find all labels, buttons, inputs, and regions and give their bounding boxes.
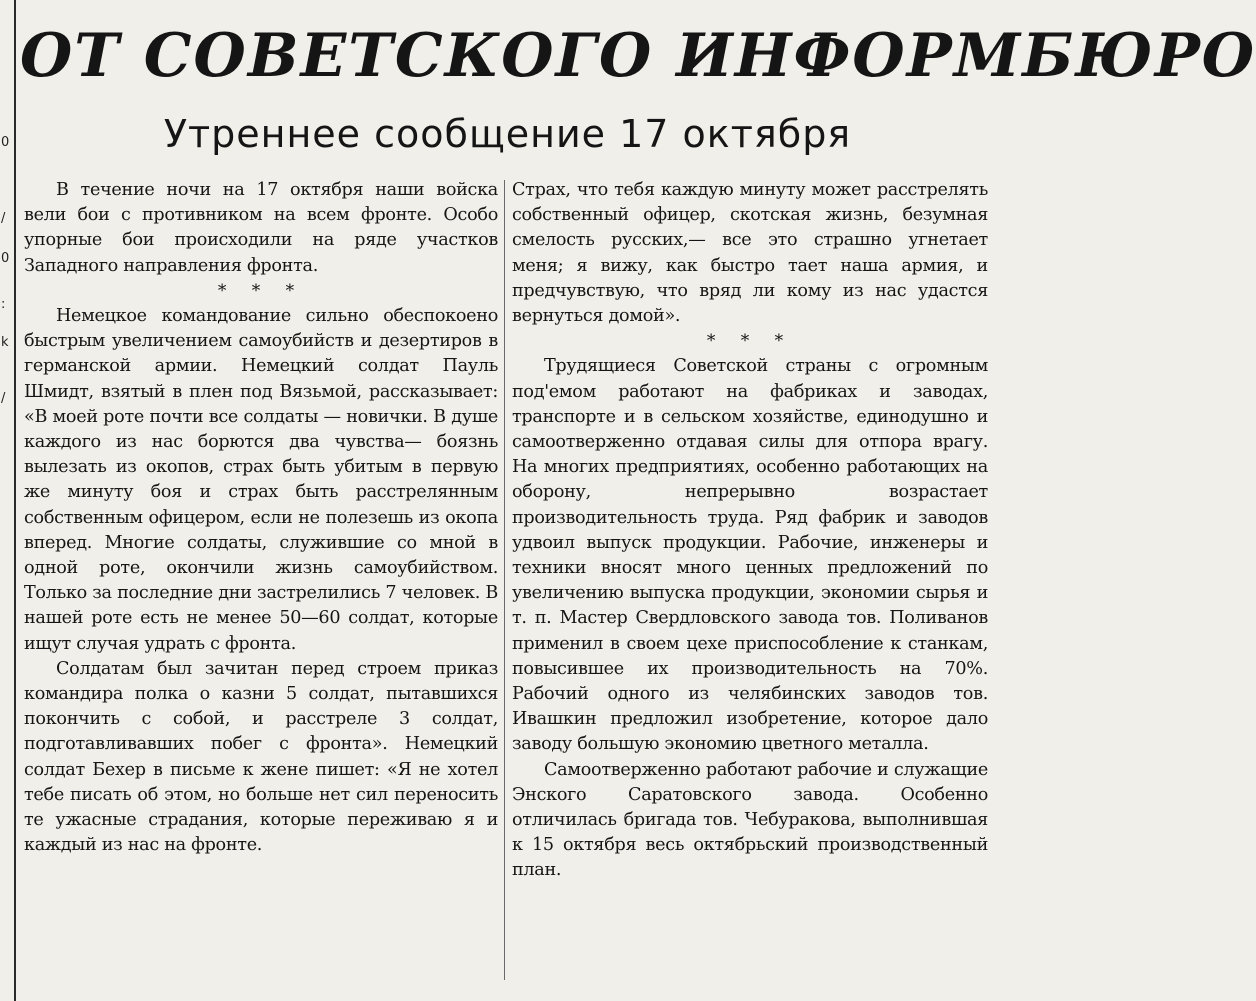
page-left-margin xyxy=(0,0,16,1001)
section-separator: * * * xyxy=(217,280,305,301)
section-separator: * * * xyxy=(706,331,794,352)
paragraph: Солдатам был зачитан перед строем приказ командира полка о казни 5 солдат, пытавшихся покончить с собой, и расстреле 3 солдат, подготавливавших побег с фронта». Немецкий солдат Бехер в письме к жене пишет: «Я не хотел тебе писать об этом, но больше нет сил переносить те ужасные страдания, которые переживаю я и каждый из нас на фронте. xyxy=(24,658,498,856)
margin-glyph: k xyxy=(1,335,9,350)
paragraph: Немецкое командование сильно обеспокоено быстрым увеличением самоубийств и дезертиров в германской армии. Немецкий солдат Пауль Шмидт, взятый в плен под Вязьмой, рассказывает: «В моей роте почти все солдаты — новички. В душе каждого из нас борются два чувства— боязнь вылезать из окопов, страх быть убитым в первую же минуту боя и страх быть расстрелянным собственным офицером, если не полезешь из окопа вперед. Многие солдаты, служившие со мной в одной роте, окончили жизнь самоубийством. Только за последние дни застрелились 7 человек. В нашей роте есть не менее 50—60 солдат, которые ищут случая удрать с фронта. xyxy=(24,306,498,654)
paragraph: Самоотверженно работают рабочие и служащие Энского Саратовского завода. Особенно отличилась бригада тов. Чебуракова, выполнившая к 15 октября весь октябрьский производственный план. xyxy=(512,759,988,881)
margin-glyph: 0 xyxy=(1,135,10,150)
right-column xyxy=(512,178,988,884)
headline: ОТ СОВЕТСКОГО ИНФОРМБЮРО xyxy=(20,21,1256,91)
left-column xyxy=(24,178,498,858)
margin-glyph: 0 xyxy=(1,251,10,266)
margin-glyph: / xyxy=(1,391,6,406)
paragraph: Трудящиеся Советской страны с огромным под'емом работают на фабриках и заводах, транспорте и в сельском хозяйстве, единодушно и самоотверженно отдавая силы для отпора врагу. На многих предприятиях, особенно работающих на оборону, непрерывно возрастает производительность труда. Ряд фабрик и заводов удвоил выпуск продукции. Рабочие, инженеры и техники вносят много ценных предложений по увеличению выпуска продукции, экономии сырья и т. п. Мастер Свердловского завода тов. Поливанов применил в своем цехе приспособление к станкам, повысившее их производительность на 70%. Рабочий одного из челябинских заводов тов. Ивашкин предложил изобретение, которое дало заводу большую экономию цветного металла. xyxy=(512,356,988,755)
margin-glyph: / xyxy=(1,211,6,226)
paragraph: В течение ночи на 17 октября наши войска вели бои с противником на всем фронте. Особо упорные бои происходили на ряде участков Западного направления фронта. xyxy=(24,180,498,276)
subtitle: Утреннее сообщение 17 октября xyxy=(163,112,852,156)
paragraph: Страх, что тебя каждую минуту может расстрелять собственный офицер, скотская жизнь, безумная смелость русских,— все это страшно угнетает меня; я вижу, как быстро тает наша армия, и предчувствую, что вряд ли кому из нас удастся вернуться домой». xyxy=(512,180,988,327)
margin-glyph: : xyxy=(1,297,6,312)
column-divider xyxy=(504,180,505,980)
